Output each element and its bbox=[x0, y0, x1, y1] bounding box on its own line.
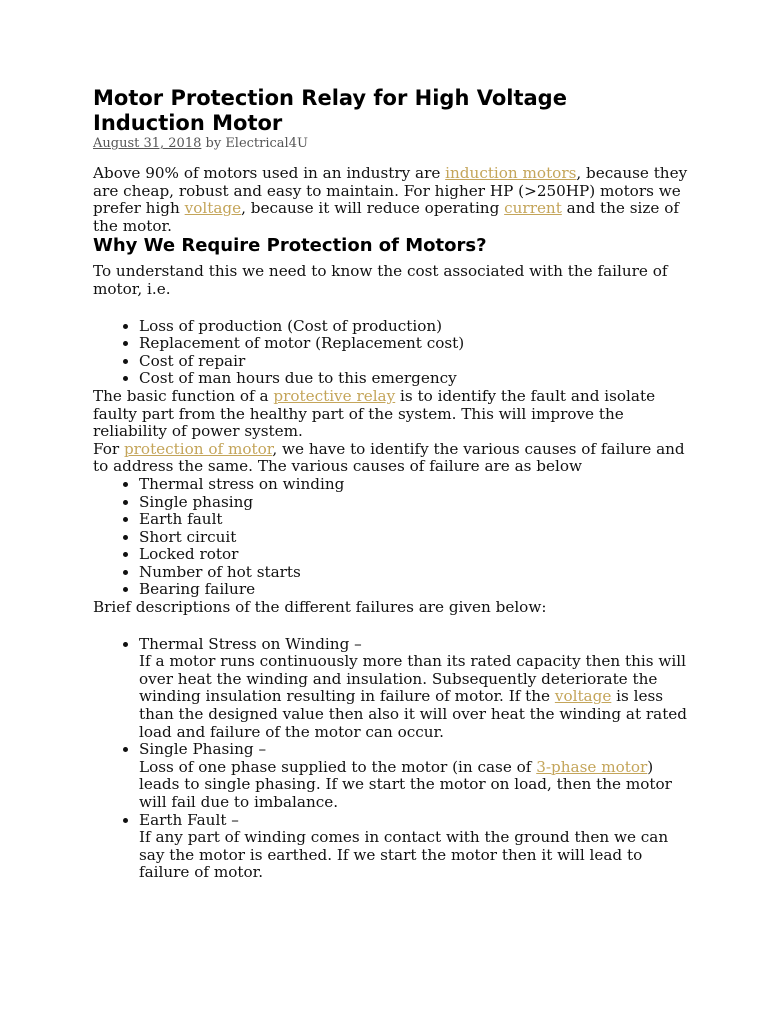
single-text-1: Loss of one phase supplied to the motor (in case of bbox=[139, 757, 537, 776]
list-item: • Short circuit bbox=[139, 529, 693, 547]
failure-item-single-phasing bbox=[139, 741, 693, 811]
brief-paragraph: Brief descriptions of the different failures are given below: bbox=[93, 598, 547, 617]
failure-item-earth-fault bbox=[139, 812, 693, 882]
author-name: Electrical4U bbox=[225, 136, 308, 151]
thermal-text-1: If a motor runs continuously more than its rated capacity then this will over heat the winding and insulation. Subsequently deteriorate the winding insulation resulting in failure of motor. If the bbox=[139, 652, 686, 706]
list-item: • Earth fault bbox=[139, 511, 693, 529]
list-item: • Loss of production (Cost of production) bbox=[139, 318, 693, 336]
protection-paragraph bbox=[93, 441, 693, 476]
failure-description: If any part of winding comes in contact with the ground then we can say the motor is earthed. If we start the motor then it will lead to failure of motor. bbox=[139, 828, 669, 882]
intro-paragraph bbox=[93, 165, 693, 235]
failure-description bbox=[139, 653, 693, 741]
date-link[interactable]: August 31, 2018 bbox=[93, 136, 202, 151]
list-item: • Number of hot starts bbox=[139, 564, 693, 582]
three-phase-motor-link[interactable]: 3-phase motor bbox=[536, 757, 648, 776]
relay-paragraph bbox=[93, 388, 693, 441]
list-item: • Replacement of motor (Replacement cost) bbox=[139, 335, 693, 353]
section-heading: Why We Require Protection of Motors? bbox=[93, 235, 487, 257]
failure-descriptions-list bbox=[93, 636, 693, 882]
intro-text-1: Above 90% of motors used in an industry are bbox=[93, 164, 446, 182]
induction-motors-link[interactable]: induction motors bbox=[445, 164, 577, 182]
list-item: • Bearing failure bbox=[139, 581, 693, 599]
by-text: by bbox=[201, 136, 226, 151]
list-item: • Locked rotor bbox=[139, 546, 693, 564]
current-link[interactable]: current bbox=[504, 199, 562, 218]
list-item: • Thermal stress on winding bbox=[139, 476, 693, 494]
intro-text-4: and the size of the motor. bbox=[93, 199, 679, 235]
relay-text-2: is to identify the fault and isolate faulty part from the healthy part of the system. This will improve the reliability of power system. bbox=[93, 386, 656, 441]
list-item: • Cost of man hours due to this emergency bbox=[139, 370, 693, 388]
failure-description bbox=[139, 759, 693, 812]
title-line-2: Induction Motor bbox=[93, 111, 283, 135]
intro-text-2: , because they are cheap, robust and easy to maintain. For higher HP (>250HP) motors we prefer high bbox=[93, 164, 688, 218]
list-item: • Cost of repair bbox=[139, 353, 693, 371]
article-meta bbox=[93, 136, 693, 152]
article-content bbox=[93, 86, 693, 882]
voltage-link[interactable]: voltage bbox=[184, 199, 242, 218]
article-title bbox=[93, 86, 693, 136]
thermal-text-2: is less than the designed value then also it will over heat the winding at rated load and failure of the motor can occur. bbox=[139, 687, 688, 741]
causes-list bbox=[93, 476, 693, 599]
failure-title: Thermal Stress on Winding – bbox=[139, 634, 362, 653]
title-line-1: Motor Protection Relay for High Voltage bbox=[93, 86, 567, 110]
cost-intro-paragraph: To understand this we need to know the cost associated with the failure of motor, i.e. bbox=[93, 262, 668, 298]
intro-text-3: , because it will reduce operating bbox=[241, 199, 505, 218]
protective-relay-link[interactable]: protective relay bbox=[273, 386, 396, 405]
protection-text-2: , we have to identify the various causes of failure and to address the same. The various causes of failure are as below bbox=[93, 439, 685, 476]
voltage-link-2[interactable]: voltage bbox=[554, 687, 612, 706]
protection-of-motor-link[interactable]: protection of motor bbox=[123, 439, 273, 458]
protection-text-1: For bbox=[93, 439, 124, 458]
cost-list bbox=[93, 318, 693, 388]
failure-item-thermal bbox=[139, 636, 693, 742]
failure-title: Single Phasing – bbox=[139, 740, 267, 759]
single-text-2: ) leads to single phasing. If we start the motor on load, then the motor will fail due to imbalance. bbox=[139, 757, 672, 811]
relay-text-1: The basic function of a bbox=[93, 386, 274, 405]
list-item: • Single phasing bbox=[139, 494, 693, 512]
failure-title: Earth Fault – bbox=[139, 810, 239, 829]
